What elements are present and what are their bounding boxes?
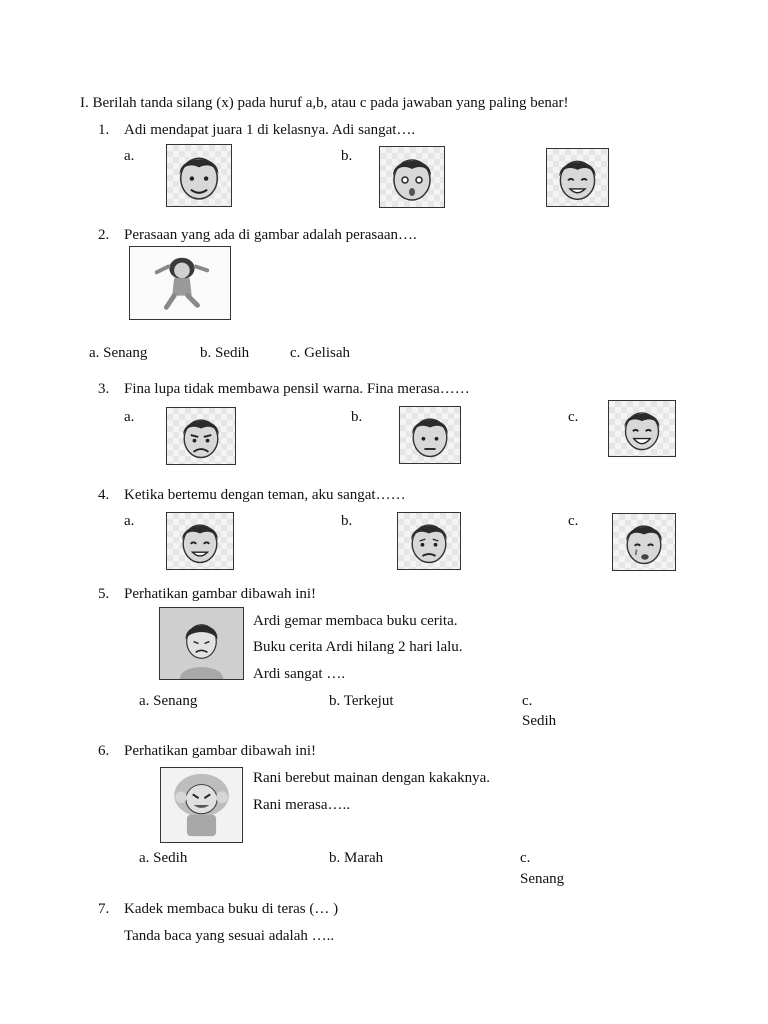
q1-option-a-label: a. [124,148,135,164]
q6-text: Perhatikan gambar dibawah ini! [124,743,317,759]
q5-option-c-word: Sedih [522,713,557,729]
q6-story-line-2: Rani merasa….. [253,797,351,813]
q5-option-c-letter: c. [522,693,533,709]
q2-option-b: b. Sedih [200,345,250,361]
q2-text: Perasaan yang ada di gambar adalah perasaan…. [124,227,417,243]
q2-option-c: c. Gelisah [290,345,350,361]
q7-text: Kadek membaca buku di teras (… ) [124,901,339,917]
q5-story-line-3: Ardi sangat …. [253,666,346,682]
q1-text: Adi mendapat juara 1 di kelasnya. Adi sangat…. [124,122,416,138]
q6-angry-girl-image [160,767,243,843]
q4-option-b-label: b. [341,513,353,529]
q1-number: 1. [98,122,110,138]
q2-option-a: a. Senang [89,345,148,361]
q6-option-c-word: Senang [520,871,565,887]
q2-number: 2. [98,227,110,243]
q3-option-a-label: a. [124,409,135,425]
q1-option-a-happy-face-image [166,144,232,207]
q7-number: 7. [98,901,110,917]
instruction-text: I. Berilah tanda silang (x) pada huruf a,b, atau c pada jawaban yang paling benar! [80,95,569,111]
q3-number: 3. [98,381,110,397]
q4-number: 4. [98,487,110,503]
q2-jumping-girl-image [129,246,231,320]
q1-option-b-surprised-face-image [379,146,445,208]
q3-option-a-upset-face-image [166,407,236,465]
q4-option-c-crying-face-image [612,513,676,571]
q5-text: Perhatikan gambar dibawah ini! [124,586,317,602]
q6-option-a: a. Sedih [139,850,188,866]
q4-option-c-label: c. [568,513,579,529]
q5-option-a: a. Senang [139,693,198,709]
q5-sad-boy-image [159,607,244,680]
q5-story-line-1: Ardi gemar membaca buku cerita. [253,613,458,629]
q6-story-line-1: Rani berebut mainan dengan kakaknya. [253,770,490,786]
q1-option-b-label: b. [341,148,353,164]
q5-option-b: b. Terkejut [329,693,394,709]
q5-story-line-2: Buku cerita Ardi hilang 2 hari lalu. [253,639,463,655]
q4-option-b-sad-face-image [397,512,461,570]
q6-option-b: b. Marah [329,850,384,866]
q6-option-c-letter: c. [520,850,531,866]
q3-option-b-neutral-face-image [399,406,461,464]
q3-option-b-label: b. [351,409,363,425]
q7-subtext: Tanda baca yang sesuai adalah ….. [124,928,335,944]
q1-option-c-smiling-face-image [546,148,609,207]
q5-number: 5. [98,586,110,602]
q4-text: Ketika bertemu dengan teman, aku sangat…… [124,487,406,503]
q3-option-c-grinning-face-image [608,400,676,457]
q3-text: Fina lupa tidak membawa pensil warna. Fina merasa…… [124,381,470,397]
q6-number: 6. [98,743,110,759]
q3-option-c-label: c. [568,409,579,425]
q4-option-a-happy-face-image [166,512,234,570]
q4-option-a-label: a. [124,513,135,529]
